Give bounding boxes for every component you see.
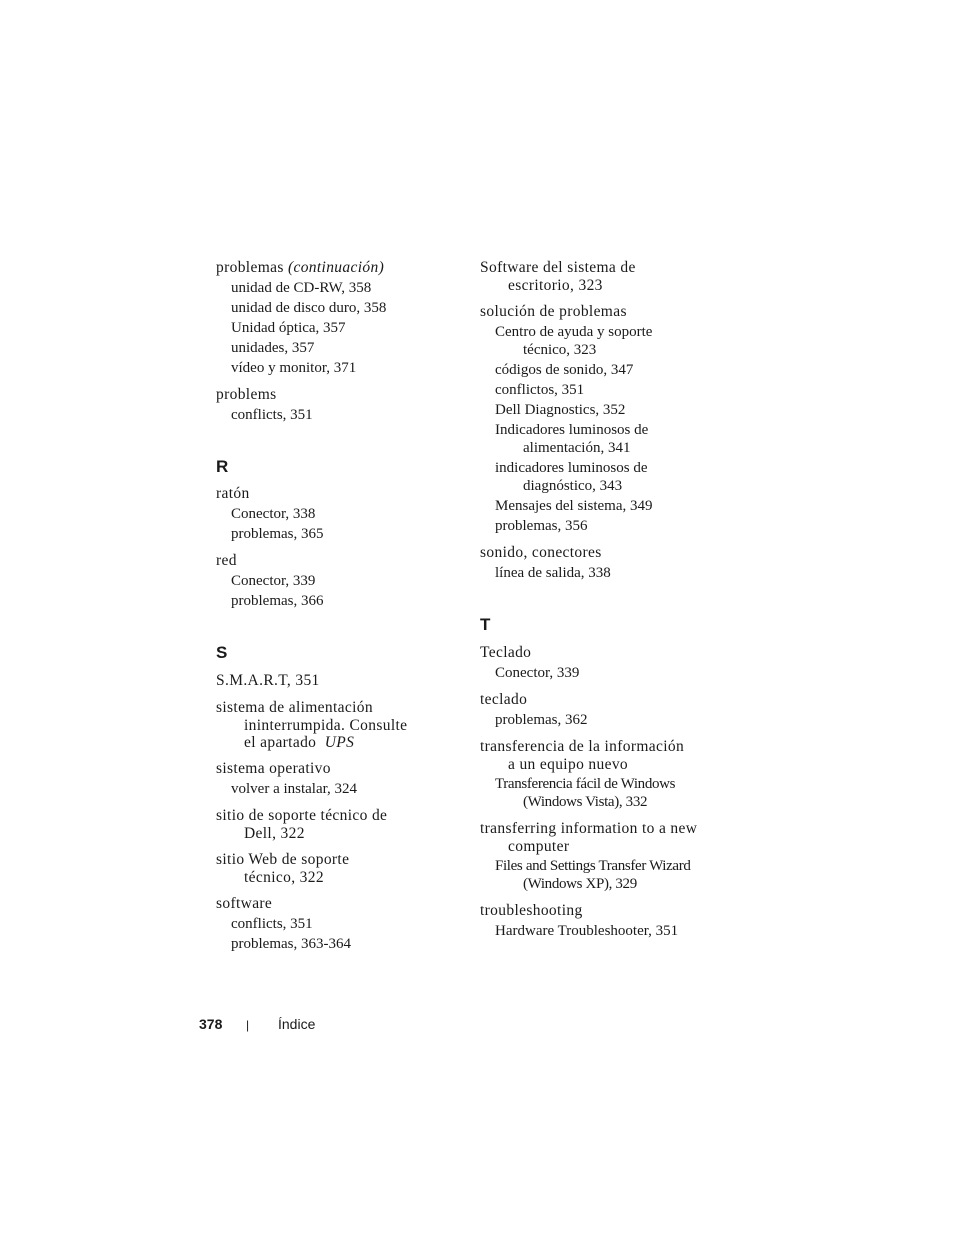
index-term-continuation: Dell, 322	[244, 825, 305, 842]
index-term: software	[216, 895, 273, 912]
index-entry-sonido	[480, 543, 730, 583]
index-entry-solucion-problemas	[480, 302, 730, 536]
index-subterm: unidades, 357	[231, 340, 315, 356]
index-term: Software del sistema de	[480, 259, 636, 276]
index-entry-red	[216, 551, 456, 611]
index-term-continuation: a un equipo nuevo	[508, 756, 629, 773]
index-subterm: códigos de sonido, 347	[495, 362, 634, 378]
index-subterm: problemas, 356	[495, 518, 588, 534]
index-subterm-continuation: técnico, 323	[523, 342, 597, 358]
index-subterm: unidad de CD-RW, 358	[231, 280, 372, 296]
index-subterm: Hardware Troubleshooter, 351	[495, 923, 679, 939]
index-subterm: conflicts, 351	[231, 916, 313, 932]
index-subterm: Dell Diagnostics, 352	[495, 402, 626, 418]
index-term: ratón	[216, 485, 250, 502]
index-subterm: Conector, 338	[231, 506, 316, 522]
index-term-continuation: computer	[508, 838, 570, 855]
index-entry-software-sistema	[480, 258, 730, 295]
index-term-continuation: técnico, 322	[244, 869, 324, 886]
index-subterm: problemas, 366	[231, 593, 324, 609]
index-term: sonido, conectores	[480, 544, 602, 561]
index-entry-raton	[216, 484, 456, 544]
index-term: solución de problemas	[480, 303, 627, 320]
index-subterm: problemas, 365	[231, 526, 324, 542]
index-entry-transferencia	[480, 737, 730, 812]
index-subterm: problemas, 363-364	[231, 936, 351, 952]
section-letter-s: S	[216, 643, 228, 662]
index-entry-sistema-operativo	[216, 759, 456, 799]
index-subterm: unidad de disco duro, 358	[231, 300, 387, 316]
index-subterm: vídeo y monitor, 371	[231, 360, 357, 376]
index-term-continuation: escritorio, 323	[508, 277, 603, 294]
index-subterm: Conector, 339	[231, 573, 316, 589]
index-subterm-continuation: (Windows Vista), 332	[523, 794, 648, 810]
term-note: (continuación)	[287, 259, 385, 276]
index-entry-problems	[216, 385, 456, 425]
index-entry-software	[216, 894, 456, 954]
index-term: problems	[216, 386, 277, 403]
index-term-continuation: el apartado UPS	[244, 734, 355, 751]
index-entry-sistema-alimentacion	[216, 698, 456, 752]
index-term: sistema operativo	[216, 760, 331, 777]
index-subterm: problemas, 362	[495, 712, 588, 728]
index-term: transferencia de la información	[480, 738, 685, 755]
section-letter-r: R	[216, 457, 229, 476]
page-number: 378	[199, 1016, 223, 1032]
index-term: Teclado	[480, 644, 532, 661]
index-term: transferring information to a new	[480, 820, 698, 837]
index-term-continuation: ininterrumpida. Consulte	[244, 717, 408, 734]
index-subterm: Files and Settings Transfer Wizard (Windows XP), 329	[480, 856, 730, 894]
index-term: sitio Web de soporte	[216, 851, 350, 868]
index-term: troubleshooting	[480, 902, 583, 919]
index-subterm: Indicadores luminosos de alimentación, 341	[480, 420, 730, 458]
index-term: problemas (continuación)	[216, 259, 385, 276]
index-subterm: Transferencia fácil de Windows (Windows Vista), 332	[480, 774, 730, 812]
index-subterm-continuation: (Windows XP), 329	[523, 876, 637, 892]
index-entry-teclado-cap	[480, 643, 730, 683]
index-subterm-continuation: alimentación, 341	[523, 440, 631, 456]
index-entry-teclado	[480, 690, 730, 730]
index-entry-transferring	[480, 819, 730, 894]
index-column-left	[216, 258, 456, 961]
index-subterm: Unidad óptica, 357	[231, 320, 346, 336]
index-entry-smart	[216, 671, 456, 691]
index-entry-troubleshooting	[480, 901, 730, 941]
index-subterm: línea de salida, 338	[495, 565, 611, 581]
index-subterm-continuation: diagnóstico, 343	[523, 478, 623, 494]
footer-separator: |	[246, 1018, 250, 1032]
index-term: S.M.A.R.T, 351	[216, 672, 320, 689]
index-entry-problemas	[216, 258, 456, 378]
index-subterm: Conector, 339	[495, 665, 580, 681]
section-letter-t: T	[480, 615, 491, 634]
index-term: sistema de alimentación	[216, 699, 373, 716]
index-subterm: indicadores luminosos de diagnóstico, 343	[480, 458, 730, 496]
index-term: sitio de soporte técnico de	[216, 807, 388, 824]
footer-section-label: Índice	[278, 1016, 316, 1032]
index-entry-sitio-web	[216, 850, 456, 887]
index-column-right	[480, 258, 730, 948]
index-subterm: Centro de ayuda y soporte técnico, 323	[480, 322, 730, 360]
index-entry-sitio-soporte	[216, 806, 456, 843]
index-term: teclado	[480, 691, 528, 708]
index-subterm: conflicts, 351	[231, 407, 313, 423]
cross-reference: UPS	[324, 734, 355, 751]
index-subterm: Mensajes del sistema, 349	[495, 498, 653, 514]
index-subterm: conflictos, 351	[495, 382, 585, 398]
index-subterm: volver a instalar, 324	[231, 781, 358, 797]
index-term: red	[216, 552, 237, 569]
